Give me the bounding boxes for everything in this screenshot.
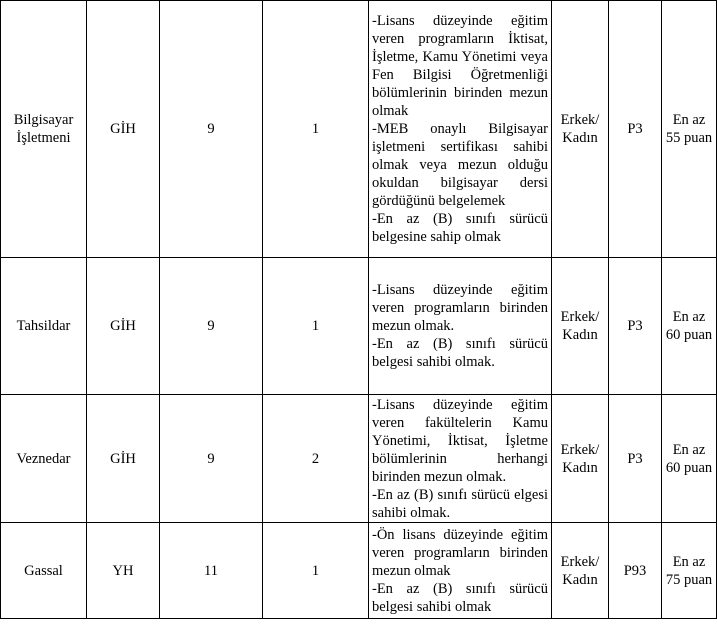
requirement-line: -Lisans düzeyinde eğitim veren fakültelerin Kamu Yönetimi, İktisat, İşletme bölümlerinin herhangi birinden mezun olmak.: [372, 396, 548, 485]
count-cell: 1: [263, 1, 369, 258]
table-row: [1, 395, 717, 523]
requirements-cell: [369, 258, 552, 395]
count-cell: 1: [263, 258, 369, 395]
gender-cell: Erkek/ Kadın: [552, 258, 609, 395]
score-type-cell: P3: [609, 1, 662, 258]
position-title-cell: Gassal: [1, 523, 87, 619]
requirement-line: -Ön lisans düzeyinde eğitim veren programların birinden mezun olmak: [372, 526, 548, 579]
requirements-cell: [369, 523, 552, 619]
requirement-line: -Lisans düzeyinde eğitim veren programların İktisat, İşletme, Kamu Yönetimi veya Fen Bilgisi Öğretmenliği bölümlerinin birinden mezun olmak: [372, 13, 548, 119]
count-cell: 2: [263, 395, 369, 523]
requirement-line: -En az (B) sınıfı sürücü belgesine sahip olmak: [372, 211, 548, 245]
gender-cell: Erkek/ Kadın: [552, 523, 609, 619]
requirements-cell: [369, 395, 552, 523]
requirement-line: -En az (B) sınıfı sürücü belgesi sahibi olmak.: [372, 336, 548, 370]
requirement-line: -Lisans düzeyinde eğitim veren programların birinden mezun olmak.: [372, 282, 548, 334]
class-cell: YH: [87, 523, 160, 619]
gender-cell: Erkek/ Kadın: [552, 395, 609, 523]
gender-cell: Erkek/ Kadın: [552, 1, 609, 258]
min-score-cell: En az 75 puan: [662, 523, 717, 619]
score-type-cell: P3: [609, 258, 662, 395]
grade-cell: 9: [160, 1, 263, 258]
position-title-cell: Bilgisayar İşletmeni: [1, 1, 87, 258]
requirement-line: -En az (B) sınıfı sürücü belgesi sahibi olmak: [372, 580, 548, 615]
score-type-cell: P3: [609, 395, 662, 523]
requirement-line: -En az (B) sınıfı sürücü elgesi sahibi olmak.: [372, 486, 548, 521]
class-cell: GİH: [87, 1, 160, 258]
min-score-cell: En az 55 puan: [662, 1, 717, 258]
table-row: [1, 1, 717, 258]
min-score-cell: En az 60 puan: [662, 395, 717, 523]
table-row: [1, 523, 717, 619]
count-cell: 1: [263, 523, 369, 619]
min-score-cell: En az 60 puan: [662, 258, 717, 395]
class-cell: GİH: [87, 258, 160, 395]
table-row: [1, 258, 717, 395]
requirements-cell: [369, 1, 552, 258]
position-title-cell: Tahsildar: [1, 258, 87, 395]
grade-cell: 9: [160, 258, 263, 395]
class-cell: GİH: [87, 395, 160, 523]
grade-cell: 9: [160, 395, 263, 523]
position-title-cell: Veznedar: [1, 395, 87, 523]
requirement-line: -MEB onaylı Bilgisayar işletmeni sertifikası sahibi olmak veya mezun olduğu okuldan bilgisayar dersi gördüğünü belgelemek: [372, 121, 548, 209]
grade-cell: 11: [160, 523, 263, 619]
score-type-cell: P93: [609, 523, 662, 619]
